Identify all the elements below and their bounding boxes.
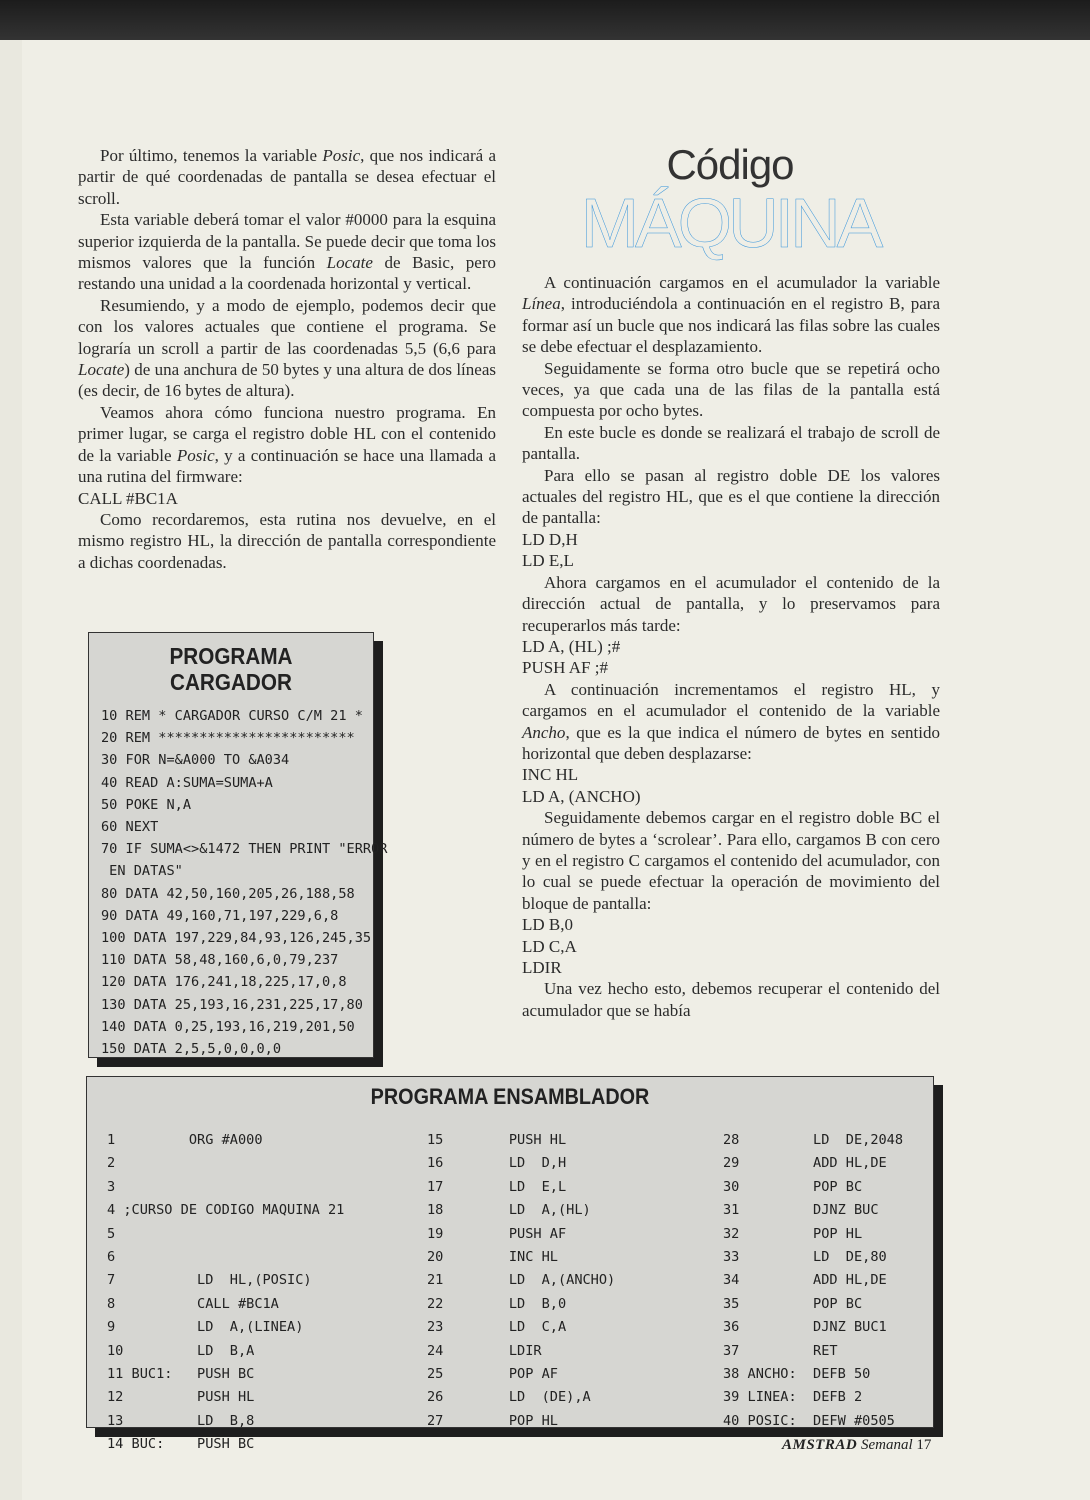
ensamblador-title: PROGRAMA ENSAMBLADOR — [370, 1084, 650, 1109]
right-text-column — [522, 272, 940, 1021]
asm-line: 4 ;CURSO DE CODIGO MAQUINA 21 — [107, 1202, 345, 1219]
asm-line: 31 DJNZ BUC — [723, 1202, 879, 1219]
variable-name: Locate — [78, 360, 125, 380]
basic-line: 70 IF SUMA<>&1472 THEN PRINT "ERROR — [101, 841, 388, 858]
right-paragraph: Ahora cargamos en el acumulador el contenido de la dirección actual de pantalla, y lo preservamos para recuperarlos más tarde: — [522, 572, 940, 635]
asm-line: 23 LD C,A — [427, 1319, 567, 1336]
basic-line: 150 DATA 2,5,5,0,0,0,0 — [101, 1041, 282, 1058]
asm-column-3 — [723, 1129, 903, 1433]
cargador-title-line1: PROGRAMA — [169, 643, 293, 669]
variable-name: Ancho — [522, 722, 566, 742]
asm-line: 17 LD E,L — [427, 1178, 567, 1195]
footer-brand: AMSTRAD — [782, 1437, 858, 1453]
basic-line: 10 REM * CARGADOR CURSO C/M 21 * — [101, 708, 363, 724]
asm-line: 26 LD (DE),A — [427, 1389, 591, 1406]
article-heading — [560, 141, 900, 262]
right-code-line: LD A, (HL) ;# — [522, 636, 621, 656]
asm-line: 15 PUSH HL — [427, 1132, 567, 1148]
footer-page-number: 17 — [916, 1437, 932, 1453]
asm-line: 7 LD HL,(POSIC) — [107, 1272, 312, 1289]
asm-line: 29 ADD HL,DE — [723, 1155, 887, 1172]
left-paragraph: Resumiendo, y a modo de ejemplo, podemos decir que con los valores actuales que contiene el programa. Se lograría un scroll a partir de las coordenadas 5,5 (6,6 para Locate) de una anchura de 50 bytes y una altura de dos líneas (es decir, de 16 bytes de altura). — [78, 295, 496, 401]
asm-line: 37 RET — [723, 1342, 838, 1359]
right-code-line: LDIR — [522, 958, 562, 977]
asm-column-2 — [427, 1129, 615, 1433]
asm-line: 20 INC HL — [427, 1249, 558, 1266]
asm-line: 12 PUSH HL — [107, 1389, 255, 1406]
right-code-line: LD B,0 — [522, 915, 573, 935]
left-paragraph: Esta variable deberá tomar el valor #0000 para la esquina superior izquierda de la pantalla. Se puede decir que toma los mismos valores que la función Locate de Basic, pero restando una unidad a la coordenada horizontal y vertical. — [78, 210, 496, 294]
basic-line: 60 NEXT — [101, 819, 159, 836]
asm-line: 22 LD B,0 — [427, 1295, 567, 1312]
asm-line: 3 — [107, 1178, 116, 1195]
left-paragraph: Como recordaremos, esta rutina nos devuelve, en el mismo registro HL, la dirección de pantalla correspondiente a dichas coordenadas. — [78, 509, 496, 572]
asm-line: 38 ANCHO: DEFB 50 — [723, 1366, 871, 1383]
cargador-listing-box — [88, 632, 388, 1058]
left-code-line: CALL #BC1A — [78, 488, 178, 508]
asm-line: 19 PUSH AF — [427, 1225, 567, 1242]
right-code-line: LD D,H — [522, 529, 578, 549]
variable-name: Locate — [326, 253, 373, 273]
right-paragraph: En este bucle es donde se realizará el trabajo de scroll de pantalla. — [522, 422, 940, 464]
basic-line: 80 DATA 42,50,160,205,26,188,58 — [101, 885, 355, 902]
asm-line: 40 POSIC: DEFW #0505 — [723, 1412, 895, 1429]
asm-line: 1 ORG #A000 — [107, 1132, 263, 1148]
top-shadow — [0, 0, 1090, 40]
left-paragraph: Veamos ahora cómo funciona nuestro programa. En primer lugar, se carga el registro doble HL con el contenido de la variable Posic, y a continuación se hace una llamada a una rutina del firmware: — [78, 402, 496, 487]
page-footer — [782, 1437, 931, 1454]
left-page-strip — [0, 40, 22, 1500]
right-paragraph: A continuación incrementamos el registro HL, y cargamos en el acumulador el contenido de la variable Ancho, que es la que indica el número de bytes en sentido horizontal que deben desplazarse: — [522, 679, 940, 763]
cargador-title-line2: CARGADOR — [170, 669, 292, 695]
variable-name: Posic — [322, 146, 361, 165]
right-paragraph: Una vez hecho esto, debemos recuperar el contenido del acumulador que se había — [522, 979, 940, 1020]
asm-line: 27 POP HL — [427, 1412, 558, 1429]
asm-line: 10 LD B,A — [107, 1342, 255, 1359]
asm-line: 13 LD B,8 — [107, 1412, 255, 1429]
asm-line: 34 ADD HL,DE — [723, 1272, 887, 1289]
asm-line: 6 — [107, 1249, 116, 1266]
asm-line: 33 LD DE,80 — [723, 1249, 887, 1266]
basic-line: 110 DATA 58,48,160,6,0,79,237 — [101, 952, 339, 969]
right-code-line: LD A, (ANCHO) — [522, 786, 641, 806]
heading-line1: Código — [666, 141, 794, 188]
right-code-line: LD E,L — [522, 551, 574, 571]
asm-line: 16 LD D,H — [427, 1155, 567, 1172]
right-code-line: PUSH AF ;# — [522, 658, 608, 678]
asm-line: 30 POP BC — [723, 1178, 863, 1195]
heading-line2: MÁQUINA — [580, 184, 880, 262]
basic-line: 20 REM ************************ — [101, 730, 355, 747]
cargador-code — [101, 705, 387, 1060]
basic-line: 30 FOR N=&A000 TO &A034 — [101, 752, 290, 769]
asm-column-1 — [107, 1129, 344, 1457]
asm-line: 35 POP BC — [723, 1295, 863, 1312]
basic-line: 100 DATA 197,229,84,93,126,245,35 — [101, 930, 372, 947]
basic-line: 90 DATA 49,160,71,197,229,6,8 — [101, 907, 339, 924]
asm-line: 21 LD A,(ANCHO) — [427, 1272, 616, 1289]
right-code-line: LD C,A — [522, 936, 577, 956]
asm-line: 9 LD A,(LINEA) — [107, 1319, 304, 1336]
asm-line: 2 — [107, 1155, 116, 1172]
right-paragraph: Para ello se pasan al registro doble DE los valores actuales del registro HL, que es el que contiene la dirección de pantalla: — [522, 465, 940, 528]
basic-line: EN DATAS" — [101, 863, 183, 880]
left-text-column — [78, 145, 496, 573]
asm-line: 25 POP AF — [427, 1366, 558, 1383]
asm-line: 14 BUC: PUSH BC — [107, 1436, 255, 1453]
right-paragraph: Seguidamente se forma otro bucle que se repetirá ocho veces, ya que cada una de las filas de la pantalla está compuesta por ocho bytes. — [522, 358, 940, 421]
asm-line: 28 LD DE,2048 — [723, 1132, 904, 1148]
right-code-line: INC HL — [522, 765, 579, 785]
asm-line: 11 BUC1: PUSH BC — [107, 1366, 255, 1383]
basic-line: 50 POKE N,A — [101, 796, 192, 813]
asm-line: 18 LD A,(HL) — [427, 1202, 591, 1219]
right-paragraph: A continuación cargamos en el acumulador la variable Línea, introduciéndola a continuación en el registro B, para formar así un bucle que nos indicará las filas sobre las cuales se debe efectuar el desplazamiento. — [522, 273, 940, 357]
basic-line: 120 DATA 176,241,18,225,17,0,8 — [101, 974, 347, 991]
variable-name: Posic — [176, 445, 215, 465]
right-paragraph: Seguidamente debemos cargar en el registro doble BC el número de bytes a ‘scrolear’. Para ello, cargamos B con cero y en el registro C cargamos el contenido del acumulador, con lo cual se puede efectuar la operación de movimiento del bloque de pantalla: — [522, 808, 940, 913]
asm-line: 5 — [107, 1225, 116, 1242]
footer-section: Semanal — [860, 1437, 913, 1453]
asm-line: 39 LINEA: DEFB 2 — [723, 1389, 863, 1406]
cargador-title — [103, 643, 359, 695]
asm-line: 24 LDIR — [427, 1342, 542, 1359]
basic-line: 140 DATA 0,25,193,16,219,201,50 — [101, 1018, 355, 1035]
variable-name: Línea — [522, 294, 561, 314]
basic-line: 40 READ A:SUMA=SUMA+A — [101, 774, 273, 791]
left-paragraph: Por último, tenemos la variable Posic, que nos indicará a partir de qué coordenadas de pantalla se desea efectuar el scroll. — [78, 146, 496, 208]
asm-line: 32 POP HL — [723, 1225, 863, 1242]
asm-line: 36 DJNZ BUC1 — [723, 1319, 887, 1336]
basic-line: 130 DATA 25,193,16,231,225,17,80 — [101, 996, 363, 1013]
asm-line: 8 CALL #BC1A — [107, 1295, 279, 1312]
